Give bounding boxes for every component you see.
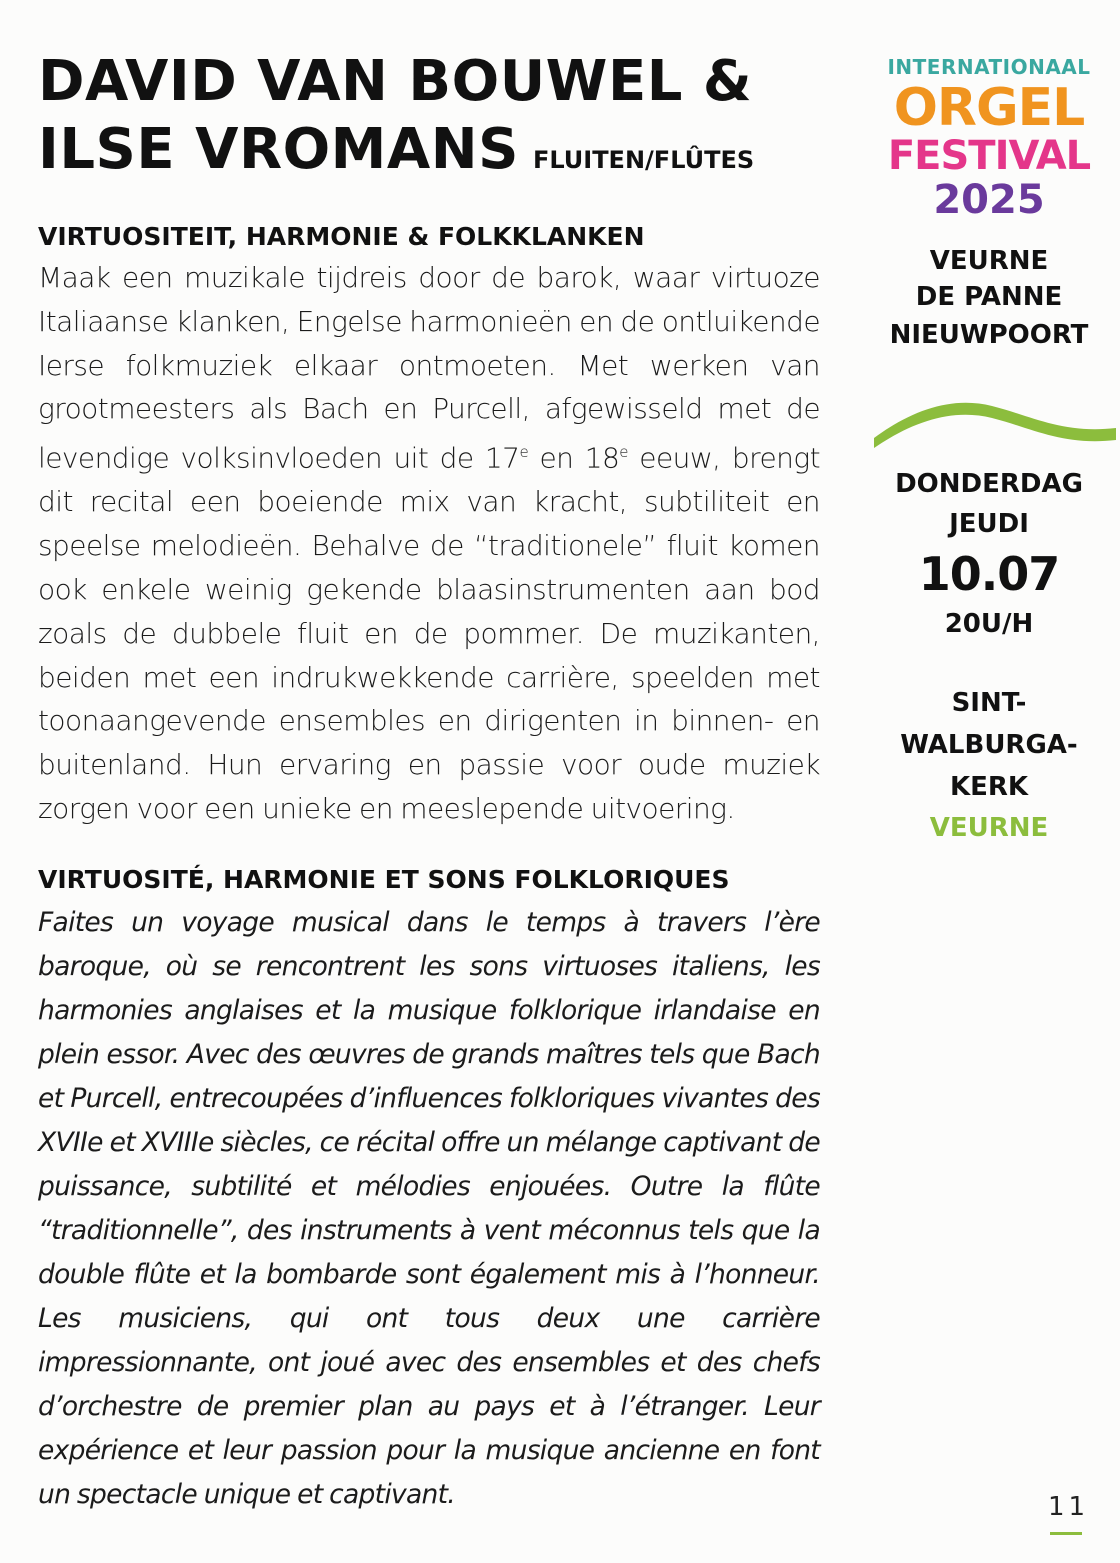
nl-sup-1: e (519, 443, 529, 462)
nl-text-c: eeuw, brengt dit recital een boeiende mix van kracht, subtiliteit en speelse melodieën. Behalve de “traditionele” fluit komen ook enkele weinig gekende blaasinstrumenten aan bod zoals de dubbele fluit en de pommer. De muzikanten, beiden met een indrukwekkende carrière, speelden met toonaangevende ensembles en dirigenten in binnen- en buitenland. Hun ervaring en passie voor oude muziek zorgen voor een unieke en meeslepende uitvoering. (38, 441, 820, 825)
nl-text-a: Maak een muzikale tijdreis door de barok, waar virtuoze Italiaanse klanken, Engelse harmonieën en de ontluikende Ierse folkmuziek elkaar ontmoeten. Met werken van grootmeesters als Bach en Purcell, afgewisseld met de levendige volksinvloeden uit de 17 (38, 261, 820, 475)
day-nl: DONDERDAG (895, 469, 1083, 499)
fr-paragraph: Faites un voyage musical dans le temps à travers l’ère baroque, où se rencontrent les sons virtuoses italiens, les harmonies anglaises et la musique folklorique irlandaise en plein essor. Avec des œuvres de grands maîtres tels que Bach et Purcell, entrecoupées d’influences folkloriques vivantes des XVIIe et XVIIIe siècles, ce récital offre un mélange captivant de puissance, subtilité et mélodies enjouées. Outre la flûte “traditionnelle”, des instruments à vent méconnus tels que la double flûte et la bombarde sont également mis à l’honneur. Les musiciens, qui ont tous deux une carrière impressionnante, ont joué avec des ensembles et des chefs d’orchestre de premier plan au pays et à l’étranger. Leur expérience et leur passion pour la musique ancienne en font un spectacle unique et captivant. (38, 906, 820, 1510)
day-fr: JEUDI (949, 509, 1029, 539)
location-item: VEURNE (929, 246, 1049, 276)
title-line-1: DAVID VAN BOUWEL & (38, 49, 753, 114)
instrument-label: FLUITEN/FLÛTES (532, 146, 755, 174)
venue-line: KERK (949, 772, 1029, 802)
festival-year: 2025 (933, 177, 1045, 223)
festival-line-3: FESTIVAL (887, 133, 1091, 179)
nl-sup-2: e (619, 443, 628, 462)
venue-line: SINT- (951, 688, 1027, 718)
green-wave-icon (872, 390, 1116, 450)
event-venue (858, 682, 1120, 808)
event-time: 20U/H (944, 609, 1034, 639)
article-column (38, 48, 820, 1517)
locations-list (858, 244, 1120, 354)
title-line-2 (38, 116, 820, 194)
venue-line: WALBURGA- (900, 730, 1078, 760)
event-days (858, 464, 1120, 544)
location-item: DE PANNE (915, 282, 1063, 312)
venue-city: VEURNE (929, 813, 1049, 843)
nl-heading: VIRTUOSITEIT, HARMONIE & FOLKKLANKEN (38, 222, 645, 251)
event-date: 10.07 (918, 547, 1060, 601)
fr-heading: VIRTUOSITÉ, HARMONIE ET SONS FOLKLORIQUES (38, 864, 730, 894)
page-number-underline (1050, 1532, 1082, 1535)
festival-line-1: INTERNATIONAAL (887, 55, 1091, 79)
nl-paragraph (38, 256, 820, 831)
festival-line-2: ORGEL (893, 78, 1085, 138)
page-number: 11 (1048, 1492, 1090, 1522)
title-performer-2: ILSE VROMANS (38, 117, 519, 182)
nl-text-b: en 18 (528, 441, 620, 475)
location-item: NIEUWPOORT (889, 320, 1089, 350)
info-column (858, 54, 1120, 848)
festival-logo (858, 54, 1120, 222)
